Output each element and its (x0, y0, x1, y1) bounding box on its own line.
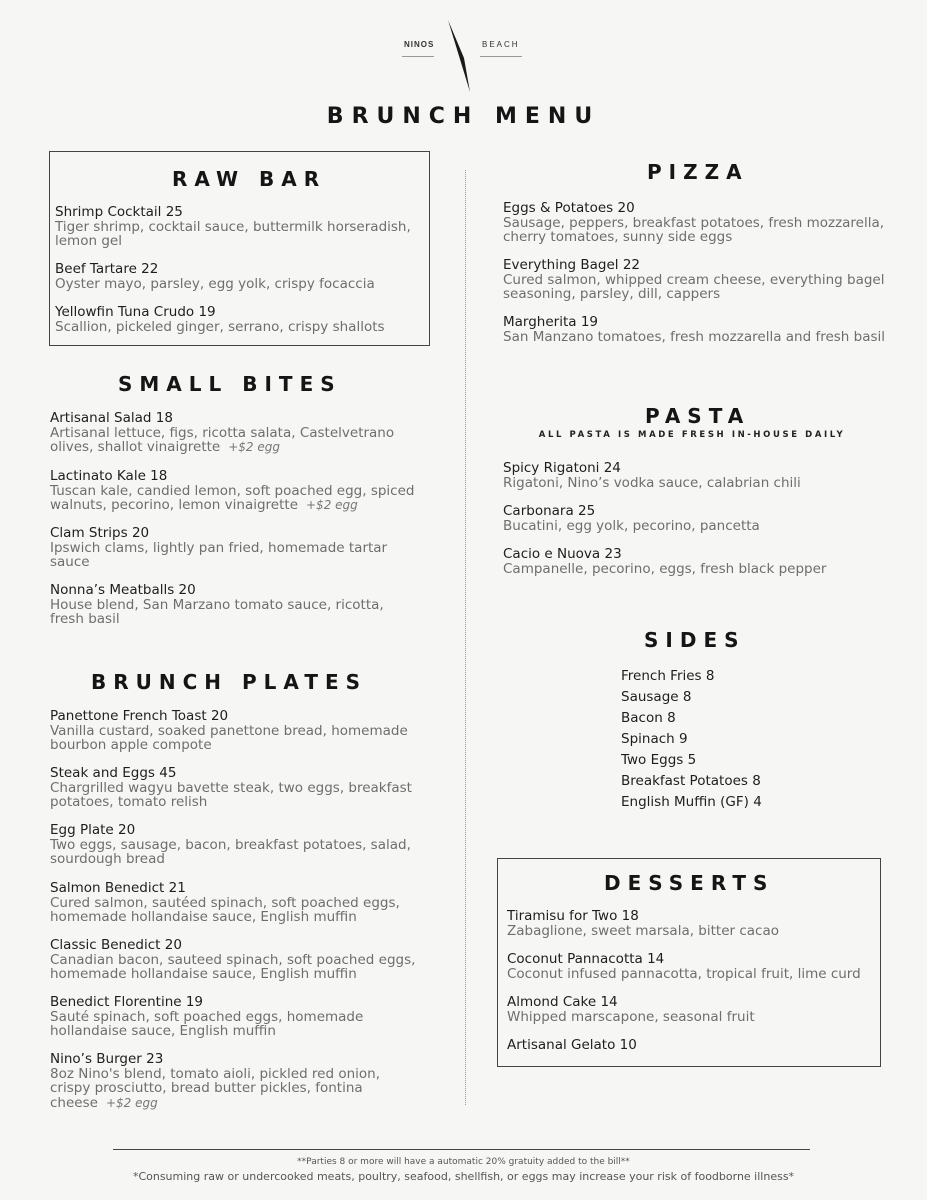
menu-item (507, 1038, 637, 1053)
menu-item (507, 995, 755, 1024)
footer-divider (113, 1149, 810, 1150)
footer-gratuity-note: **Parties 8 or more will have a automatic 20% gratuity added to the bill** (297, 1157, 630, 1167)
item-name: Lactinato Kale 18 (50, 468, 168, 484)
item-name: Carbonara 25 (503, 503, 596, 519)
menu-item (50, 709, 408, 753)
item-desc: hollandaise sauce, English muffin (50, 1023, 276, 1039)
item-desc: San Manzano tomatoes, fresh mozzarella and fresh basil (503, 328, 886, 345)
item-name: Egg Plate 20 (50, 822, 136, 838)
item-name: Nino’s Burger 23 (50, 1051, 164, 1067)
item-name: Coconut Pannacotta 14 (507, 951, 665, 967)
item-desc: fresh basil (50, 611, 120, 627)
menu-item (50, 583, 384, 627)
side-item: Breakfast Potatoes 8 (621, 773, 761, 789)
menu-item (50, 469, 414, 513)
raw-bar-title: RAW BAR (172, 167, 327, 191)
side-item: French Fries 8 (621, 668, 715, 684)
side-item: English Muffin (GF) 4 (621, 794, 762, 810)
item-desc: seasoning, parsley, dill, cappers (503, 286, 721, 302)
item-name: Tiramisu for Two 18 (507, 908, 639, 924)
item-name: Classic Benedict 20 (50, 937, 182, 953)
item-desc: homemade hollandaise sauce, English muffin (50, 909, 357, 925)
item-desc: Ipswich clams, lightly pan fried, homemade tartar (50, 539, 388, 556)
item-desc: cherry tomatoes, sunny side eggs (503, 229, 733, 245)
item-extra: +$2 egg (105, 1095, 158, 1110)
item-desc: Two eggs, sausage, bacon, breakfast potatoes, salad, (50, 836, 411, 853)
item-desc: Vanilla custard, soaked panettone bread, homemade (50, 722, 408, 739)
item-desc: Sauté spinach, soft poached eggs, homemade (50, 1008, 364, 1025)
side-item: Spinach 9 (621, 731, 688, 747)
item-desc: walnuts, pecorino, lemon vinaigrette (50, 497, 298, 513)
column-divider (465, 170, 466, 1105)
item-name: Cacio e Nuova 23 (503, 546, 622, 562)
side-item: Two Eggs 5 (621, 752, 697, 768)
menu-item (507, 952, 861, 981)
menu-item (50, 881, 400, 925)
item-desc: Campanelle, pecorino, eggs, fresh black pepper (503, 560, 827, 577)
item-desc: Coconut infused pannacotta, tropical fruit, lime curd (507, 965, 861, 982)
item-desc: Rigatoni, Nino’s vodka sauce, calabrian chili (503, 474, 801, 491)
item-name: Panettone French Toast 20 (50, 708, 229, 724)
footer-health-warning: *Consuming raw or undercooked meats, poultry, seafood, shellfish, or eggs may increase your risk of foodborne illness* (132, 1170, 795, 1183)
item-desc: 8oz Nino's blend, tomato aioli, pickled red onion, (50, 1065, 381, 1082)
item-name: Beef Tartare 22 (55, 261, 159, 277)
logo-right-text: BEACH (482, 40, 520, 49)
item-desc: Whipped marscapone, seasonal fruit (507, 1008, 755, 1025)
item-desc: sourdough bread (50, 851, 165, 867)
brunch-plates-title: BRUNCH PLATES (91, 670, 368, 694)
menu-item (50, 995, 363, 1039)
menu-item (50, 411, 394, 455)
item-name: Spicy Rigatoni 24 (503, 460, 621, 476)
menu-item (55, 205, 411, 249)
item-desc: Tiger shrimp, cocktail sauce, buttermilk horseradish, (55, 218, 411, 235)
item-desc: Chargrilled wagyu bavette steak, two eggs, breakfast (50, 779, 412, 796)
menu-item (50, 526, 387, 570)
menu-item (55, 262, 375, 291)
menu-item (50, 1052, 380, 1110)
item-name: Artisanal Salad 18 (50, 410, 173, 426)
item-desc: Zabaglione, sweet marsala, bitter cacao (507, 922, 779, 939)
item-desc: homemade hollandaise sauce, English muffin (50, 966, 357, 982)
item-desc: lemon gel (55, 233, 122, 249)
side-item: Sausage 8 (621, 689, 692, 705)
menu-title: BRUNCH MENU (326, 104, 601, 129)
item-desc: House blend, San Marzano tomato sauce, ricotta, (50, 596, 384, 613)
menu-item (503, 258, 885, 302)
item-desc: Scallion, pickeled ginger, serrano, crispy shallots (55, 318, 385, 335)
menu-item (503, 315, 885, 344)
item-name: Nonna’s Meatballs 20 (50, 582, 196, 598)
item-name: Eggs & Potatoes 20 (503, 200, 635, 216)
logo-underline-left (402, 56, 434, 57)
menu-item (503, 547, 826, 576)
item-desc: Cured salmon, whipped cream cheese, everything bagel (503, 271, 885, 288)
item-name: Margherita 19 (503, 314, 599, 330)
item-desc: Oyster mayo, parsley, egg yolk, crispy focaccia (55, 275, 375, 292)
item-name: Almond Cake 14 (507, 994, 618, 1010)
item-name: Yellowfin Tuna Crudo 19 (55, 304, 216, 320)
menu-item (507, 909, 779, 938)
desserts-title: DESSERTS (604, 871, 775, 895)
item-desc: olives, shallot vinaigrette (50, 439, 221, 455)
small-bites-title: SMALL BITES (118, 372, 342, 396)
item-name: Benedict Florentine 19 (50, 994, 204, 1010)
logo-slash-icon (440, 18, 480, 98)
item-name: Shrimp Cocktail 25 (55, 204, 183, 220)
menu-item (503, 201, 884, 245)
item-extra: +$2 egg (228, 440, 280, 454)
item-desc: potatoes, tomato relish (50, 794, 208, 810)
pasta-subtitle: ALL PASTA IS MADE FRESH IN-HOUSE DAILY (538, 430, 846, 440)
item-desc: bourbon apple compote (50, 737, 212, 753)
item-desc: Tuscan kale, candied lemon, soft poached egg, spiced (50, 482, 415, 499)
item-extra: +$2 egg (306, 498, 358, 512)
item-name: Steak and Eggs 45 (50, 765, 177, 781)
item-desc: Sausage, peppers, breakfast potatoes, fresh mozzarella, (503, 214, 885, 231)
side-item: Bacon 8 (621, 710, 676, 726)
item-name: Everything Bagel 22 (503, 257, 641, 273)
menu-item (50, 766, 412, 810)
logo-left-text: NINOS (404, 40, 435, 49)
logo-underline-right (480, 56, 522, 57)
pizza-title: PIZZA (647, 160, 749, 184)
item-name: Artisanal Gelato 10 (507, 1037, 637, 1053)
item-name: Salmon Benedict 21 (50, 880, 186, 896)
item-desc: crispy prosciutto, bread butter pickles, fontina (50, 1080, 363, 1096)
menu-item (503, 504, 760, 533)
menu-item (50, 823, 411, 867)
item-desc: Artisanal lettuce, figs, ricotta salata, Castelvetrano (50, 424, 395, 441)
item-desc: Cured salmon, sautéed spinach, soft poached eggs, (50, 894, 400, 911)
item-desc: Canadian bacon, sauteed spinach, soft poached eggs, (50, 951, 416, 968)
menu-item (55, 305, 385, 334)
item-name: Clam Strips 20 (50, 525, 150, 541)
item-desc: Bucatini, egg yolk, pecorino, pancetta (503, 517, 760, 534)
logo (380, 18, 550, 98)
sides-title: SIDES (644, 628, 746, 652)
menu-item (50, 938, 415, 982)
pasta-title: PASTA (645, 404, 751, 428)
item-desc: sauce (50, 554, 90, 570)
item-desc: cheese (50, 1094, 98, 1111)
menu-item (503, 461, 801, 490)
